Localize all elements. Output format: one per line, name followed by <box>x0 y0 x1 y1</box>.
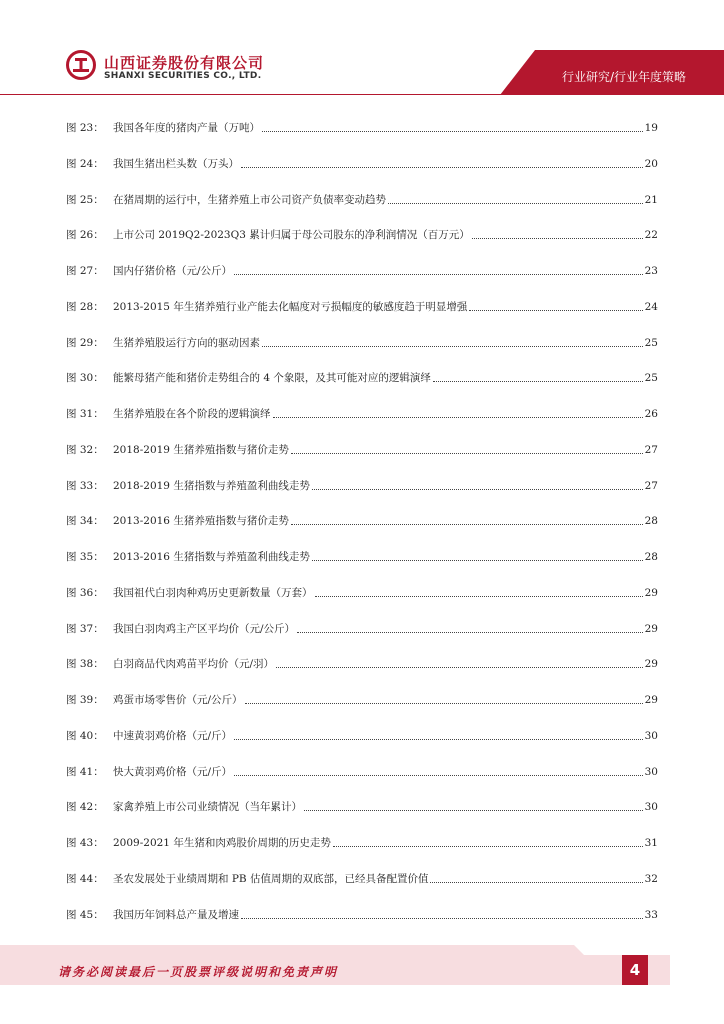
figure-number: 图 42： <box>66 801 104 814</box>
figure-title: 生猪养殖股在各个阶段的逻辑演绎 <box>113 408 271 420</box>
figure-list <box>66 118 658 940</box>
disclaimer-notice: 请务必阅读最后一页股票评级说明和免责声明 <box>58 965 339 979</box>
figure-number: 图 45： <box>66 908 104 921</box>
company-logo-icon <box>66 50 96 80</box>
figure-page-number: 30 <box>644 729 658 742</box>
toc-entry[interactable] <box>66 476 658 512</box>
figure-page-number: 27 <box>644 443 658 456</box>
figure-page-number: 24 <box>644 300 658 313</box>
figure-title: 鸡蛋市场零售价（元/公斤） <box>113 694 243 706</box>
figure-page-number: 33 <box>644 908 658 921</box>
dot-leader <box>472 225 643 239</box>
figure-number: 图 34： <box>66 515 104 528</box>
figure-title: 2013-2015 年生猪养殖行业产能去化幅度对亏损幅度的敏感度趋于明显增强 <box>113 300 468 313</box>
toc-entry[interactable] <box>66 440 658 476</box>
dot-leader <box>241 154 643 168</box>
figure-title: 生猪养殖股运行方向的驱动因素 <box>113 336 260 349</box>
toc-entry[interactable] <box>66 833 658 869</box>
figure-title: 国内仔猪价格（元/公斤） <box>113 265 233 277</box>
figure-title: 2013-2016 生猪指数与养殖盈利曲线走势 <box>113 551 310 563</box>
dot-leader <box>234 726 643 740</box>
toc-entry[interactable] <box>66 404 658 440</box>
toc-entry[interactable] <box>66 297 658 333</box>
company-name-cn: 山西证券股份有限公司 <box>104 54 265 72</box>
figure-title: 2009-2021 年生猪和肉鸡股价周期的历史走势 <box>113 837 331 849</box>
figure-page-number: 25 <box>644 372 658 385</box>
figure-number: 图 32： <box>66 443 104 456</box>
toc-entry[interactable] <box>66 654 658 690</box>
dot-leader <box>315 583 643 597</box>
figure-page-number: 21 <box>644 193 658 206</box>
toc-entry[interactable] <box>66 368 658 404</box>
dot-leader <box>388 190 643 204</box>
figure-title: 2013-2016 生猪养殖指数与猪价走势 <box>113 515 289 528</box>
figure-number: 图 41： <box>66 765 104 778</box>
figure-number: 图 36： <box>66 586 104 599</box>
figure-page-number: 28 <box>644 551 658 563</box>
figure-page-number: 29 <box>644 586 658 599</box>
company-name-en: SHANXI SECURITIES CO., LTD. <box>104 71 262 81</box>
figure-number: 图 25： <box>66 193 104 206</box>
toc-entry[interactable] <box>66 261 658 297</box>
figure-number: 图 43： <box>66 837 104 849</box>
figure-page-number: 31 <box>644 837 658 849</box>
figure-page-number: 32 <box>644 872 658 885</box>
figure-title: 上市公司 2019Q2-2023Q3 累计归属于母公司股东的净利润情况（百万元） <box>113 229 470 242</box>
toc-entry[interactable] <box>66 511 658 547</box>
dot-leader <box>297 619 643 633</box>
toc-entry[interactable] <box>66 225 658 261</box>
figure-page-number: 26 <box>644 408 658 420</box>
dot-leader <box>333 833 643 847</box>
dot-leader <box>245 690 643 704</box>
figure-title: 我国各年度的猪肉产量（万吨） <box>113 122 260 134</box>
figure-page-number: 29 <box>644 658 658 671</box>
dot-leader <box>430 869 642 883</box>
figure-page-number: 20 <box>644 157 658 170</box>
toc-entry[interactable] <box>66 583 658 619</box>
toc-entry[interactable] <box>66 190 658 226</box>
dot-leader <box>433 368 643 382</box>
dot-leader <box>262 333 643 347</box>
figure-title: 我国历年饲料总产量及增速 <box>113 908 239 921</box>
figure-number: 图 44： <box>66 872 104 885</box>
figure-page-number: 30 <box>644 765 658 778</box>
figure-title: 我国生猪出栏头数（万头） <box>113 157 239 170</box>
figure-page-number: 30 <box>644 801 658 814</box>
dot-leader <box>291 511 643 525</box>
figure-title: 能繁母猪产能和猪价走势组合的 4 个象限，及其可能对应的逻辑演绎 <box>113 372 431 385</box>
figure-number: 图 26： <box>66 229 104 242</box>
figure-title: 中速黄羽鸡价格（元/斤） <box>113 729 233 742</box>
figure-title: 家禽养殖上市公司业绩情况（当年累计） <box>113 801 302 814</box>
report-section-label: 行业研究/行业年度策略 <box>561 70 686 84</box>
figure-page-number: 28 <box>644 515 658 528</box>
dot-leader <box>291 440 643 454</box>
figure-title: 2018-2019 生猪养殖指数与猪价走势 <box>113 443 289 456</box>
figure-number: 图 29： <box>66 336 104 349</box>
figure-page-number: 19 <box>644 122 658 134</box>
toc-entry[interactable] <box>66 690 658 726</box>
figure-title: 圣农发展处于业绩周期和 PB 估值周期的双底部，已经具备配置价值 <box>113 872 429 885</box>
figure-number: 图 27： <box>66 265 104 277</box>
toc-entry[interactable] <box>66 869 658 905</box>
figure-number: 图 23： <box>66 122 104 134</box>
figure-number: 图 39： <box>66 694 104 706</box>
page-number: 4 <box>622 955 648 985</box>
dot-leader <box>469 297 642 311</box>
figure-title: 我国祖代白羽肉种鸡历史更新数量（万套） <box>113 586 313 599</box>
figure-title: 我国白羽肉鸡主产区平均价（元/公斤） <box>113 622 296 635</box>
dot-leader <box>234 762 643 776</box>
figure-title: 白羽商品代肉鸡苗平均价（元/羽） <box>113 658 275 671</box>
toc-entry[interactable] <box>66 762 658 798</box>
toc-entry[interactable] <box>66 797 658 833</box>
figure-page-number: 29 <box>644 622 658 635</box>
figure-number: 图 24： <box>66 157 104 170</box>
figure-page-number: 27 <box>644 479 658 492</box>
figure-number: 图 37： <box>66 622 104 635</box>
figure-title: 2018-2019 生猪指数与养殖盈利曲线走势 <box>113 479 310 492</box>
figure-number: 图 38： <box>66 658 104 671</box>
dot-leader <box>241 905 643 919</box>
dot-leader <box>262 118 643 132</box>
toc-entry[interactable] <box>66 619 658 655</box>
figure-number: 图 28： <box>66 300 104 313</box>
figure-page-number: 25 <box>644 336 658 349</box>
toc-entry[interactable] <box>66 333 658 369</box>
figure-number: 图 31： <box>66 408 104 420</box>
toc-entry[interactable] <box>66 118 658 154</box>
figure-title: 快大黄羽鸡价格（元/斤） <box>113 765 233 778</box>
figure-number: 图 30： <box>66 372 104 385</box>
figure-page-number: 22 <box>644 229 658 242</box>
toc-entry[interactable] <box>66 154 658 190</box>
figure-page-number: 23 <box>644 265 658 277</box>
toc-entry[interactable] <box>66 726 658 762</box>
toc-entry[interactable] <box>66 905 658 941</box>
dot-leader <box>312 547 643 561</box>
figure-number: 图 40： <box>66 729 104 742</box>
figure-title: 在猪周期的运行中，生猪养殖上市公司资产负债率变动趋势 <box>113 193 386 206</box>
dot-leader <box>273 404 643 418</box>
dot-leader <box>276 654 643 668</box>
dot-leader <box>304 797 643 811</box>
figure-number: 图 35： <box>66 551 104 563</box>
toc-entry[interactable] <box>66 547 658 583</box>
figure-number: 图 33： <box>66 479 104 492</box>
figure-page-number: 29 <box>644 694 658 706</box>
page-header <box>0 0 724 95</box>
dot-leader <box>234 261 643 275</box>
dot-leader <box>312 476 643 490</box>
